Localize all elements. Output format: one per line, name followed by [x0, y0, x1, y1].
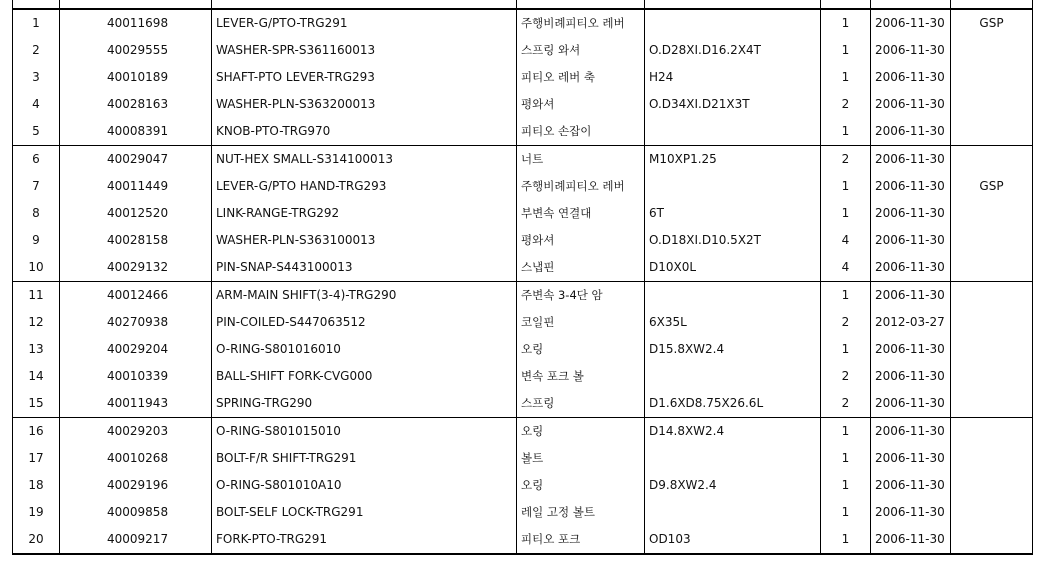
parts-sheet — [12, 0, 1032, 572]
quantity-cell: 4 — [821, 254, 871, 282]
remarks-cell — [951, 445, 1033, 472]
specification-cell: O.D18XI.D10.5X2T — [645, 227, 821, 254]
row-number-cell: 15 — [13, 390, 60, 418]
quantity-cell: 1 — [821, 472, 871, 499]
korean-name-cell: 너트 — [517, 146, 645, 174]
remarks-cell — [951, 363, 1033, 390]
korean-name-cell: 부변속 연결대 — [517, 200, 645, 227]
remarks-cell — [951, 227, 1033, 254]
part-number-cell: 40012466 — [60, 282, 212, 310]
part-number-cell: 40029203 — [60, 418, 212, 446]
specification-cell — [645, 173, 821, 200]
remarks-cell — [951, 200, 1033, 227]
part-description-cell: ARM-MAIN SHIFT(3-4)-TRG290 — [212, 282, 517, 310]
row-number-cell: 10 — [13, 254, 60, 282]
korean-name-cell: 변속 포크 볼 — [517, 363, 645, 390]
part-description-cell: PIN-COILED-S447063512 — [212, 309, 517, 336]
part-description-cell: O-RING-S801016010 — [212, 336, 517, 363]
table-row — [13, 227, 1033, 254]
korean-name-cell: 오링 — [517, 336, 645, 363]
quantity-cell: 2 — [821, 309, 871, 336]
date-cell: 2006-11-30 — [871, 9, 951, 37]
part-description-cell: KNOB-PTO-TRG970 — [212, 118, 517, 146]
korean-name-cell: 주변속 3-4단 암 — [517, 282, 645, 310]
part-description-cell: O-RING-S801010A10 — [212, 472, 517, 499]
korean-name-cell: 스프링 와셔 — [517, 37, 645, 64]
specification-cell: OD103 — [645, 526, 821, 554]
part-description-cell: FORK-PTO-TRG291 — [212, 526, 517, 554]
part-description-cell: LINK-RANGE-TRG292 — [212, 200, 517, 227]
remarks-cell — [951, 282, 1033, 310]
part-description-cell: SHAFT-PTO LEVER-TRG293 — [212, 64, 517, 91]
specification-cell: D10X0L — [645, 254, 821, 282]
remarks-cell: GSP — [951, 9, 1033, 37]
korean-name-cell: 볼트 — [517, 445, 645, 472]
quantity-cell: 4 — [821, 227, 871, 254]
korean-name-cell: 레일 고정 볼트 — [517, 499, 645, 526]
row-number-cell: 4 — [13, 91, 60, 118]
specification-cell: D1.6XD8.75X26.6L — [645, 390, 821, 418]
quantity-cell: 1 — [821, 418, 871, 446]
row-number-cell: 12 — [13, 309, 60, 336]
quantity-cell: 1 — [821, 173, 871, 200]
row-number-cell: 9 — [13, 227, 60, 254]
remarks-cell — [951, 254, 1033, 282]
korean-name-cell: 스프링 — [517, 390, 645, 418]
quantity-cell: 1 — [821, 336, 871, 363]
specification-cell: H24 — [645, 64, 821, 91]
part-number-cell: 40029196 — [60, 472, 212, 499]
part-description-cell: LEVER-G/PTO HAND-TRG293 — [212, 173, 517, 200]
part-description-cell: WASHER-PLN-S363200013 — [212, 91, 517, 118]
table-row — [13, 336, 1033, 363]
part-description-cell: WASHER-SPR-S361160013 — [212, 37, 517, 64]
table-row — [13, 173, 1033, 200]
korean-name-cell: 피티오 포크 — [517, 526, 645, 554]
date-cell: 2006-11-30 — [871, 472, 951, 499]
quantity-cell: 1 — [821, 445, 871, 472]
date-cell: 2006-11-30 — [871, 254, 951, 282]
part-number-cell: 40009217 — [60, 526, 212, 554]
remarks-cell — [951, 146, 1033, 174]
remarks-cell — [951, 499, 1033, 526]
date-cell: 2006-11-30 — [871, 146, 951, 174]
quantity-cell: 1 — [821, 64, 871, 91]
row-number-cell: 2 — [13, 37, 60, 64]
table-row — [13, 118, 1033, 146]
part-number-cell: 40010268 — [60, 445, 212, 472]
specification-cell: O.D28XI.D16.2X4T — [645, 37, 821, 64]
table-row — [13, 200, 1033, 227]
row-number-cell: 20 — [13, 526, 60, 554]
table-row — [13, 91, 1033, 118]
date-cell: 2006-11-30 — [871, 227, 951, 254]
part-number-cell: 40028163 — [60, 91, 212, 118]
specification-cell — [645, 9, 821, 37]
quantity-cell: 1 — [821, 499, 871, 526]
row-number-cell: 6 — [13, 146, 60, 174]
specification-cell — [645, 118, 821, 146]
date-cell: 2006-11-30 — [871, 91, 951, 118]
table-row — [13, 37, 1033, 64]
part-number-cell: 40029555 — [60, 37, 212, 64]
specification-cell — [645, 282, 821, 310]
part-number-cell: 40011943 — [60, 390, 212, 418]
part-description-cell: PIN-SNAP-S443100013 — [212, 254, 517, 282]
part-description-cell: WASHER-PLN-S363100013 — [212, 227, 517, 254]
date-cell: 2006-11-30 — [871, 282, 951, 310]
specification-cell: 6X35L — [645, 309, 821, 336]
table-top-rule — [13, 0, 1033, 9]
date-cell: 2006-11-30 — [871, 200, 951, 227]
korean-name-cell: 스냅핀 — [517, 254, 645, 282]
remarks-cell — [951, 472, 1033, 499]
quantity-cell: 1 — [821, 9, 871, 37]
part-number-cell: 40008391 — [60, 118, 212, 146]
korean-name-cell: 피티오 손잡이 — [517, 118, 645, 146]
row-number-cell: 18 — [13, 472, 60, 499]
part-number-cell: 40028158 — [60, 227, 212, 254]
korean-name-cell: 피티오 레버 축 — [517, 64, 645, 91]
korean-name-cell: 코일핀 — [517, 309, 645, 336]
table-row — [13, 309, 1033, 336]
table-row — [13, 64, 1033, 91]
table-row — [13, 146, 1033, 174]
date-cell: 2006-11-30 — [871, 445, 951, 472]
row-number-cell: 16 — [13, 418, 60, 446]
row-number-cell: 8 — [13, 200, 60, 227]
table-row — [13, 390, 1033, 418]
quantity-cell: 1 — [821, 526, 871, 554]
remarks-cell — [951, 64, 1033, 91]
remarks-cell — [951, 37, 1033, 64]
row-number-cell: 7 — [13, 173, 60, 200]
part-description-cell: BOLT-F/R SHIFT-TRG291 — [212, 445, 517, 472]
row-number-cell: 3 — [13, 64, 60, 91]
specification-cell — [645, 363, 821, 390]
date-cell: 2012-03-27 — [871, 309, 951, 336]
row-number-cell: 13 — [13, 336, 60, 363]
part-number-cell: 40029132 — [60, 254, 212, 282]
part-number-cell: 40011449 — [60, 173, 212, 200]
korean-name-cell: 오링 — [517, 472, 645, 499]
remarks-cell: GSP — [951, 173, 1033, 200]
specification-cell — [645, 445, 821, 472]
table-row — [13, 363, 1033, 390]
row-number-cell: 19 — [13, 499, 60, 526]
specification-cell: D15.8XW2.4 — [645, 336, 821, 363]
korean-name-cell: 평와셔 — [517, 227, 645, 254]
specification-cell: M10XP1.25 — [645, 146, 821, 174]
part-description-cell: O-RING-S801015010 — [212, 418, 517, 446]
part-number-cell: 40009858 — [60, 499, 212, 526]
part-number-cell: 40012520 — [60, 200, 212, 227]
date-cell: 2006-11-30 — [871, 336, 951, 363]
part-description-cell: SPRING-TRG290 — [212, 390, 517, 418]
table-row — [13, 9, 1033, 37]
part-number-cell: 40010339 — [60, 363, 212, 390]
remarks-cell — [951, 390, 1033, 418]
quantity-cell: 2 — [821, 363, 871, 390]
specification-cell: D9.8XW2.4 — [645, 472, 821, 499]
date-cell: 2006-11-30 — [871, 173, 951, 200]
specification-cell: 6T — [645, 200, 821, 227]
remarks-cell — [951, 418, 1033, 446]
parts-table-body — [13, 0, 1033, 554]
row-number-cell: 14 — [13, 363, 60, 390]
parts-table — [12, 0, 1033, 555]
quantity-cell: 2 — [821, 390, 871, 418]
table-row — [13, 282, 1033, 310]
date-cell: 2006-11-30 — [871, 64, 951, 91]
part-number-cell: 40029204 — [60, 336, 212, 363]
quantity-cell: 1 — [821, 282, 871, 310]
part-number-cell: 40270938 — [60, 309, 212, 336]
part-number-cell: 40010189 — [60, 64, 212, 91]
part-number-cell: 40029047 — [60, 146, 212, 174]
date-cell: 2006-11-30 — [871, 118, 951, 146]
quantity-cell: 2 — [821, 146, 871, 174]
part-description-cell: LEVER-G/PTO-TRG291 — [212, 9, 517, 37]
row-number-cell: 5 — [13, 118, 60, 146]
row-number-cell: 1 — [13, 9, 60, 37]
quantity-cell: 1 — [821, 200, 871, 227]
specification-cell: D14.8XW2.4 — [645, 418, 821, 446]
remarks-cell — [951, 336, 1033, 363]
table-row — [13, 499, 1033, 526]
remarks-cell — [951, 526, 1033, 554]
row-number-cell: 17 — [13, 445, 60, 472]
remarks-cell — [951, 91, 1033, 118]
table-row — [13, 526, 1033, 554]
specification-cell: O.D34XI.D21X3T — [645, 91, 821, 118]
korean-name-cell: 주행비례피티오 레버 — [517, 173, 645, 200]
quantity-cell: 1 — [821, 118, 871, 146]
date-cell: 2006-11-30 — [871, 363, 951, 390]
quantity-cell: 1 — [821, 37, 871, 64]
date-cell: 2006-11-30 — [871, 499, 951, 526]
date-cell: 2006-11-30 — [871, 390, 951, 418]
table-row — [13, 445, 1033, 472]
table-row — [13, 418, 1033, 446]
part-description-cell: BALL-SHIFT FORK-CVG000 — [212, 363, 517, 390]
korean-name-cell: 주행비례피티오 레버 — [517, 9, 645, 37]
table-row — [13, 472, 1033, 499]
date-cell: 2006-11-30 — [871, 418, 951, 446]
remarks-cell — [951, 118, 1033, 146]
date-cell: 2006-11-30 — [871, 526, 951, 554]
part-description-cell: BOLT-SELF LOCK-TRG291 — [212, 499, 517, 526]
quantity-cell: 2 — [821, 91, 871, 118]
date-cell: 2006-11-30 — [871, 37, 951, 64]
part-number-cell: 40011698 — [60, 9, 212, 37]
table-row — [13, 254, 1033, 282]
korean-name-cell: 평와셔 — [517, 91, 645, 118]
remarks-cell — [951, 309, 1033, 336]
korean-name-cell: 오링 — [517, 418, 645, 446]
part-description-cell: NUT-HEX SMALL-S314100013 — [212, 146, 517, 174]
specification-cell — [645, 499, 821, 526]
row-number-cell: 11 — [13, 282, 60, 310]
